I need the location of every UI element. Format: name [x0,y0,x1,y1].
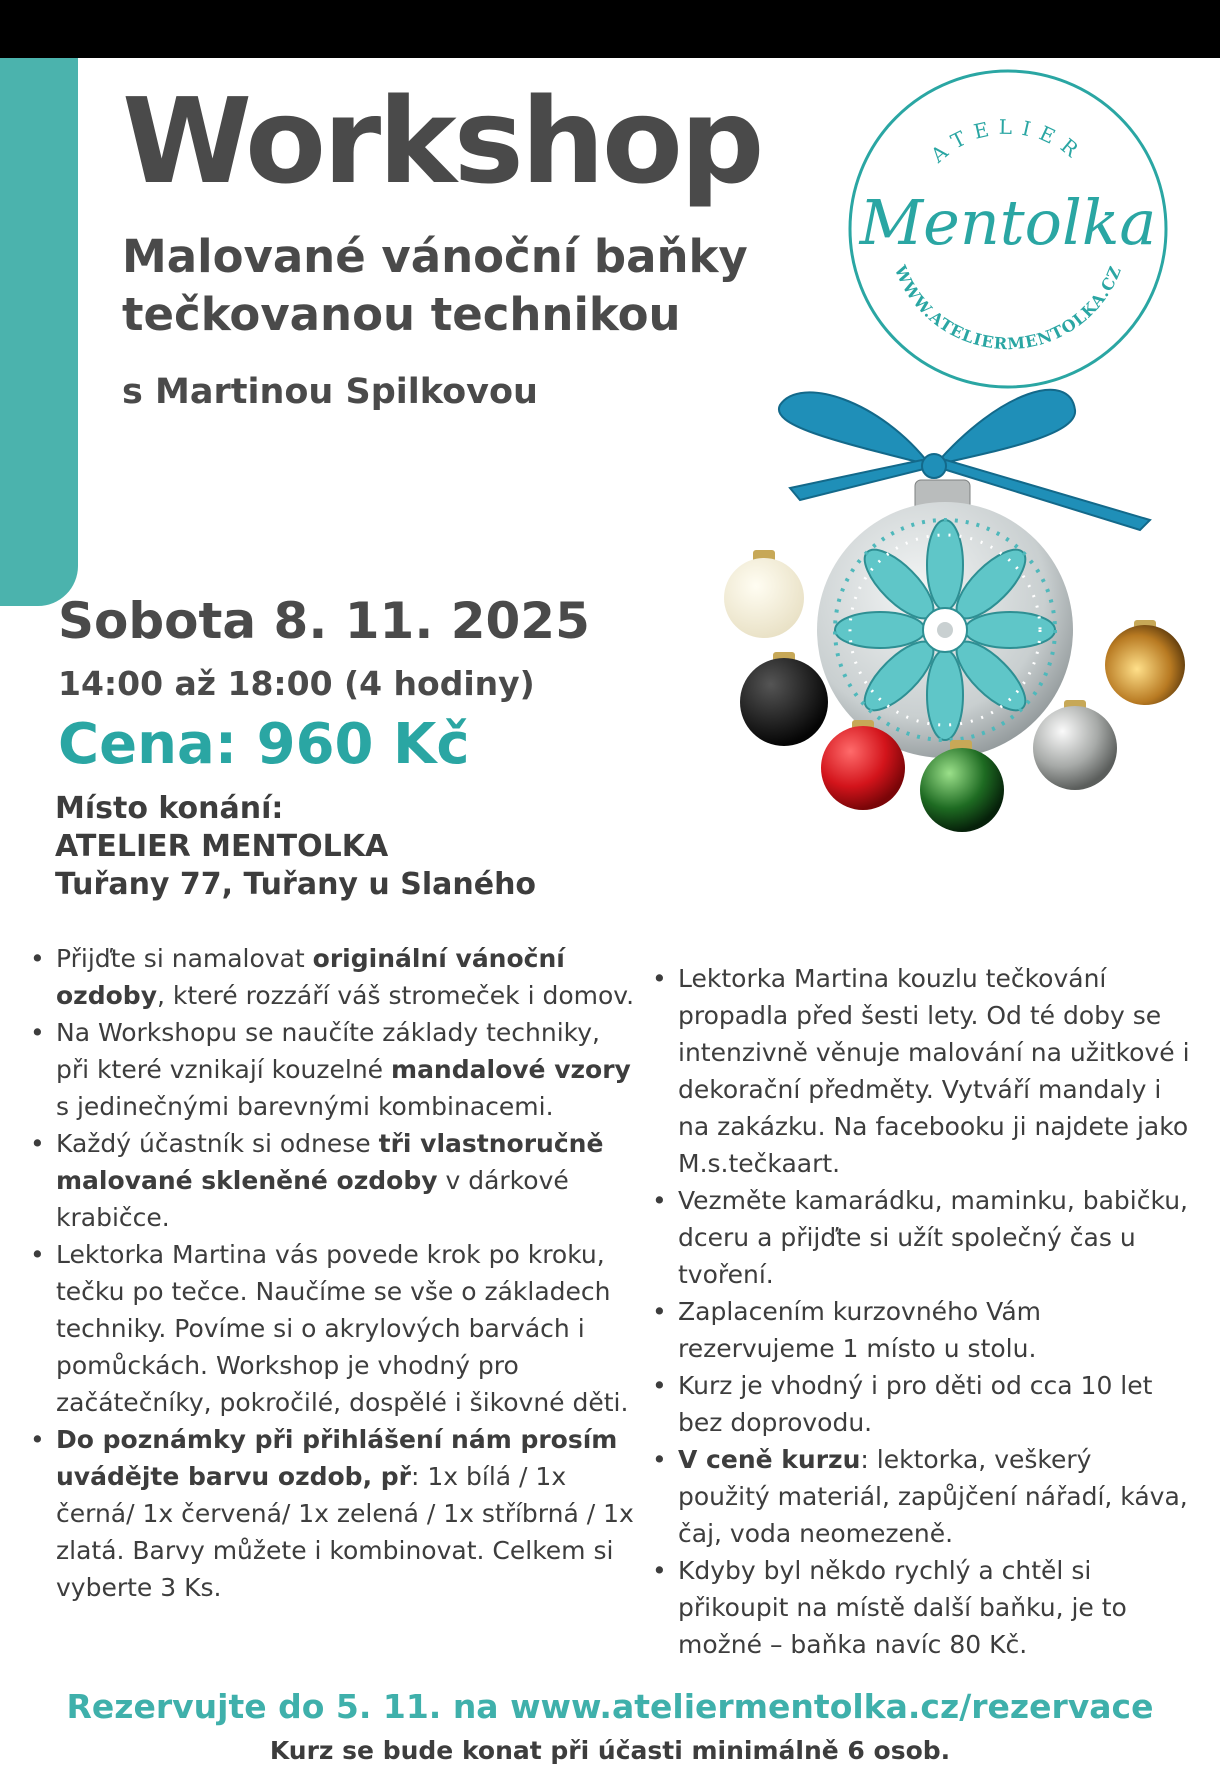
event-time: 14:00 až 18:00 (4 hodiny) [58,664,535,703]
mandala-pattern [835,520,1055,740]
info-list-left [28,940,638,1606]
workshop-subtitle [122,228,822,344]
reservation-link[interactable]: Rezervujte do 5. 11. na www.ateliermentolka.cz/rezervace [66,1687,1154,1726]
logo-url-text: WWW.ATELIERMENTOLKA.CZ [890,262,1126,354]
list-item: • Kurz je vhodný i pro děti od cca 10 let bez doprovodu. [650,1367,1190,1441]
ornaments-illustration [700,380,1220,940]
list-item: • Do poznámky při přihlášení nám prosím uvádějte barvu ozdob, př: 1x bílá / 1x černá/ 1x červená/ 1x zelená / 1x stříbrná / 1x zlatá. Barvy můžete i kombinovat. Celkem si vyberte 3 Ks. [28,1421,638,1606]
list-item: • Vezměte kamarádku, maminku, babičku, dceru a přijďte si užít společný čas u tvoření. [650,1182,1190,1293]
list-item: • Na Workshopu se naučíte základy techniky, při které vznikají kouzelné mandalové vzory s jedinečnými barevnými kombinacemi. [28,1014,638,1125]
logo-name: Mentolka [859,186,1157,259]
top-black-bar [0,0,1220,58]
event-date: Sobota 8. 11. 2025 [58,592,590,650]
white-ornament [724,550,804,638]
instructor-line: s Martinou Spilkovou [122,372,538,412]
venue-name: ATELIER MENTOLKA [55,829,389,864]
list-item: • V ceně kurzu: lektorka, veškerý použitý materiál, zapůjčení nářadí, káva, čaj, voda neomezeně. [650,1441,1190,1552]
subtitle-line-2: tečkovanou technikou [122,288,681,341]
list-item: • Každý účastník si odnese tři vlastnoručně malované skleněné ozdoby v dárkové krabičce. [28,1125,638,1236]
teal-side-tab [0,58,78,606]
list-item: • Kdyby byl někdo rychlý a chtěl si přikoupit na místě další baňku, je to možné – baňka navíc 80 Kč. [650,1552,1190,1663]
info-list-right [650,960,1190,1663]
list-item: • Lektorka Martina kouzlu tečkování propadla před šesti lety. Od té doby se intenzivně věnuje malování na užitkové i dekorační předměty. Vytváří mandaly i na zakázku. Na facebooku ji najdete jako M.s.tečkaart. [650,960,1190,1182]
event-price: Cena: 960 Kč [58,712,470,777]
gold-ornament [1105,620,1185,705]
logo-top-text: ATELIER [926,114,1090,168]
minimum-participants-note: Kurz se bude konat při účasti minimálně 6 osob. [269,1736,951,1765]
black-ornament [740,652,828,746]
atelier-mentolka-logo [843,64,1173,394]
list-item: • Zaplacením kurzovného Vám rezervujeme 1 místo u stolu. [650,1293,1190,1367]
event-venue [55,790,536,904]
list-item: • Lektorka Martina vás povede krok po kroku, tečku po tečce. Naučíme se vše o základech techniky. Povíme si o akrylových barvách i pomůckách. Workshop je vhodný pro začátečníky, pokročilé, dospělé i šikovné děti. [28,1236,638,1421]
venue-label: Místo konání: [55,791,284,826]
page-title: Workshop [122,72,762,210]
venue-address: Tuřany 77, Tuřany u Slaného [55,867,537,902]
list-item: • Přijďte si namalovat originální vánoční ozdoby, které rozzáří váš stromeček i domov. [28,940,638,1014]
subtitle-line-1: Malované vánoční baňky [122,230,748,283]
silver-ornament [1033,700,1117,790]
